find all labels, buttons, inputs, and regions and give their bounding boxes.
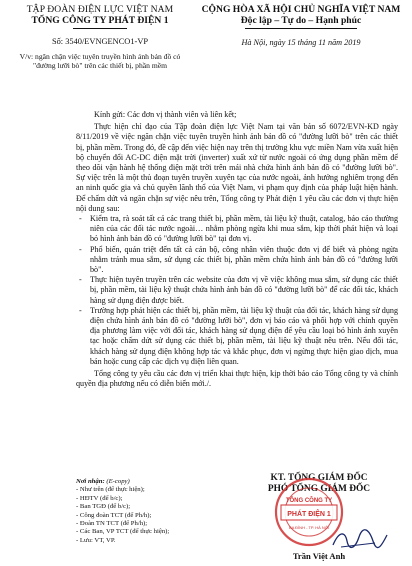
bullet-dash: -	[79, 214, 82, 224]
national-motto: Độc lập – Tự do – Hạnh phúc	[240, 15, 362, 26]
list-item	[76, 214, 398, 245]
recipients-label: Nơi nhận:	[76, 478, 105, 485]
seal-text-mid: PHÁT ĐIỆN 1	[287, 511, 331, 518]
handwritten-signature-icon	[329, 527, 389, 551]
national-header	[196, 4, 406, 48]
signer-name: Trần Việt Anh	[292, 551, 346, 561]
list-item	[76, 306, 398, 367]
list-item-text: Thực hiện tuyên truyền trên các website của đơn vị về việc không mua sắm, sử dụng các thiết bị, phần mềm, tài liệu kỹ thuật chứa hình ảnh bản đồ có "đường lưỡi bò" để các đối tác, khách hàng sử dụng điện được biết.	[90, 275, 398, 305]
signature-block	[234, 473, 404, 561]
list-item	[76, 275, 398, 306]
list-item-text: Phổ biến, quán triệt đến tất cả cán bộ, công nhân viên thuộc đơn vị để biết và phòng ngừa nhằm tránh mua sắm, sử dụng các thiết bị, phần mềm chứa hình ảnh bản đồ có "đường lưỡi bò".	[90, 244, 398, 275]
recipient-item: - Như trên (để thực hiện);	[76, 486, 145, 494]
recipient-item: - Các Ban, VP TCT (để thực hiện);	[76, 528, 170, 536]
instruction-list	[76, 214, 398, 367]
nation-name: CỘNG HÒA XÃ HỘI CHỦ NGHĨA VIỆT NAM	[201, 4, 401, 15]
list-item-text: Trường hợp phát hiện các thiết bị, phần mềm, tài liệu kỹ thuật của đối tác, khách hàng sử dụng điện chứa hình ảnh bản đồ có "đường lưỡi bò", đơn vị báo cáo và phối hợp với chính quyền địa phương làm việc với đối tác, khách hàng sử dụng điện để yêu cầu loại bỏ hình ảnh xuyên tạc hoặc chấm dứt sử dụng các thiết bị, phần mềm, tài liệu kỹ thuật nêu trên. Nếu đối tác, khách hàng sử dụng điện không hợp tác và khắc phục, đơn vị ngừng thực hiện giao dịch, mua bán hoặc cung cấp các dịch vụ điện liên quan.	[90, 305, 398, 366]
recipient-item: - Đoàn TN TCT (để Ph/h);	[76, 520, 148, 528]
list-item-text: Kiểm tra, rà soát tất cả các trang thiết bị, phần mềm, tài liệu kỹ thuật, catalog, báo cáo thường niên của các đối tác nước ngoài… nhằm phòng ngừa khi mua sắm, kịp thời phát hiện và loại bỏ hình ảnh bản đồ có "đường lưỡi bò" tại đơn vị.	[90, 214, 398, 244]
issuer-header	[10, 4, 190, 70]
intro-paragraph: Thực hiện chỉ đạo của Tập đoàn điện lực Việt Nam tại văn bản số 6072/EVN-KD ngày 8/11/2019 về việc ngăn chặn việc tuyên truyền hình ảnh bản đồ có "đường lưỡi bò" trên các thiết bị, phần mềm. Trong đó, đề cập đến việc hiện nay trên thị trường khu vực miền Nam vừa xuất hiện bộ chuyển đổi AC-DC điện mặt trời (inverter) xuất xứ từ nước ngoài có ứng dụng phần mềm để theo dõi vận hành hệ thống điện mặt trời trên mái nhà chứa hình ảnh bản đồ có "đường lưỡi bò". Sự việc trên là một thủ đoạn tuyên truyền xuyên tạc của nước ngoài, ảnh hưởng nghiêm trọng đến an ninh quốc gia và chủ quyền lãnh thổ của Việt Nam, vi phạm quy định của pháp luật hiện hành. Để chấm dứt và ngăn chặn sự việc nêu trên, Tổng công ty Phát điện 1 yêu cầu các đơn vị thực hiện nội dung sau:	[76, 122, 398, 213]
seal-text-top: TỔNG CÔNG TY	[285, 498, 333, 504]
place-and-date: Hà Nội, ngày 15 tháng 11 năm 2019	[241, 38, 361, 47]
recipient-item: - Công đoàn TCT (để Ph/h);	[76, 511, 152, 519]
document-number: Số: 3540/EVNGENCO1-VP	[51, 37, 149, 46]
recipient-item: - Ban TGĐ (để b/c);	[76, 503, 131, 511]
recipients-block	[76, 478, 226, 545]
document-subject: V/v: ngăn chặn việc tuyên truyền hình ảnh bản đồ có "đường lưỡi bò" trên các thiết bị, phần mềm	[19, 52, 181, 71]
organization-name: TỔNG CÔNG TY PHÁT ĐIỆN 1	[31, 15, 169, 26]
parent-organization: TẬP ĐOÀN ĐIỆN LỰC VIỆT NAM	[26, 4, 174, 15]
recipients-note: (E-copy)	[106, 478, 130, 485]
bullet-dash: -	[79, 244, 82, 254]
recipient-item: - HĐTV (để b/c);	[76, 494, 123, 502]
document-body	[76, 110, 398, 389]
signer-role-primary: KT. TỔNG GIÁM ĐỐC	[270, 473, 368, 483]
recipients-title	[76, 478, 226, 486]
bullet-dash: -	[79, 275, 82, 285]
list-item	[76, 245, 398, 276]
closing-paragraph: Tổng công ty yêu cầu các đơn vị triển khai thực hiện, kịp thời báo cáo Tổng công ty và chính quyền địa phương nếu có diễn biến mới./.	[76, 369, 398, 389]
recipient-item: - Lưu: VT, VP.	[76, 536, 116, 544]
greeting: Kính gửi: Các đơn vị thành viên và liên kết;	[94, 110, 237, 119]
signer-role-secondary: PHÓ TỔNG GIÁM ĐỐC	[267, 484, 371, 494]
seal-text-bottom: BA ĐÌNH - TP. HÀ NỘI	[288, 525, 330, 530]
bullet-dash: -	[79, 305, 82, 315]
header-rule-left	[73, 28, 127, 29]
header-rule-right	[245, 28, 357, 29]
